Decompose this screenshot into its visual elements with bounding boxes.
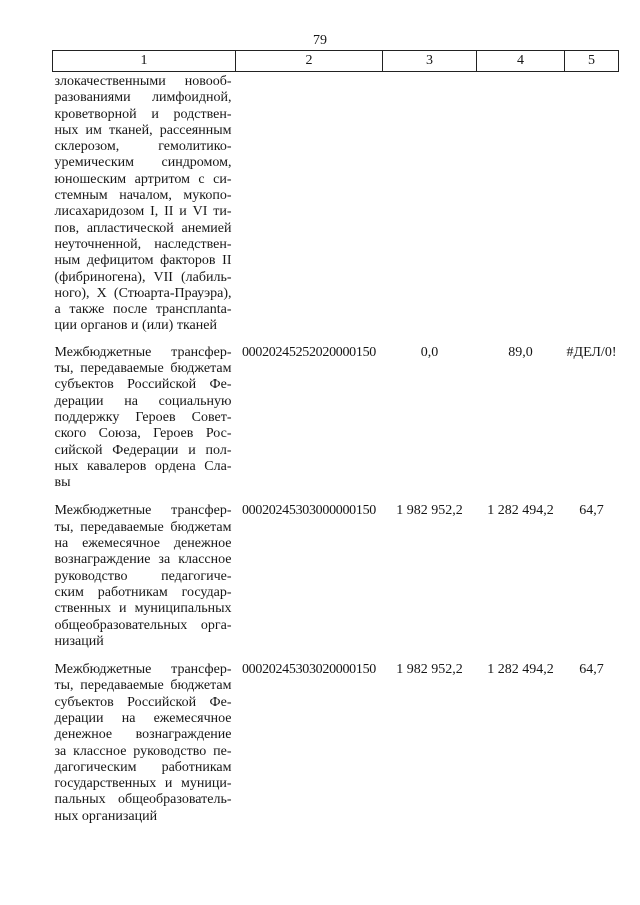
description-line: ного), X (Стюарта-Прауэра),: [54, 285, 232, 301]
description-line: неуточненной, наследствен-: [54, 236, 232, 252]
description-line: пальных общеобразователь-: [54, 792, 232, 808]
row-code: 00020245303000000150: [241, 503, 376, 519]
description-line: вы: [54, 475, 71, 491]
description-line: на ежемесячное денежное: [54, 536, 232, 552]
header-col-1: 1: [53, 51, 236, 72]
row-description: [53, 335, 236, 494]
row-col5-value: #ДЕЛ/0!: [566, 344, 617, 360]
description-line: лисахаридозом I, II и VI ти-: [54, 204, 232, 220]
table-header: [53, 51, 619, 72]
row-col4-value: [477, 72, 565, 335]
description-line: поддержку Героев Совет-: [54, 409, 232, 425]
description-line: уремическим синдромом,: [54, 155, 232, 171]
row-col4-value: 1 282 494,2: [487, 503, 554, 519]
description-line: ных организаций: [54, 808, 158, 824]
header-col-4: 4: [477, 51, 565, 72]
description-line: ты, передаваемые бюджетам: [54, 361, 232, 377]
description-line: пов, апластической анемией: [54, 220, 232, 236]
row-col5-value: [565, 72, 619, 335]
row-code: 00020245303020000150: [241, 662, 376, 678]
description-line: ственных и муниципальных: [54, 601, 232, 617]
row-col5-value: 64,7: [579, 503, 604, 519]
description-line: ского Союза, Героев Рос-: [54, 426, 232, 442]
description-line: руководство педагогиче-: [54, 568, 232, 584]
description-line: ским работникам государ-: [54, 584, 232, 600]
description-line: ных им тканей, рассеянным: [54, 122, 232, 138]
table-row: [53, 72, 619, 335]
description-line: дерации на ежемесячное: [54, 710, 232, 726]
description-line: низаций: [54, 633, 104, 649]
description-line: а также после трансплanta-: [54, 302, 232, 318]
row-col4-value: 1 282 494,2: [487, 662, 554, 678]
row-code: [236, 72, 383, 335]
table-body: [53, 72, 619, 828]
budget-table: [52, 50, 619, 827]
description-line: ты, передаваемые бюджетам: [54, 519, 232, 535]
description-line: Межбюджетные трансфер-: [54, 503, 232, 519]
page-number: 79: [313, 33, 327, 48]
description-line: субъектов Российской Фе-: [54, 694, 232, 710]
description-line: субъектов Российской Фе-: [54, 377, 232, 393]
table-row: [53, 493, 619, 652]
description-line: государственных и муници-: [54, 776, 232, 792]
description-line: Межбюджетные трансфер-: [54, 662, 232, 678]
row-col3-value: 1 982 952,2: [396, 503, 463, 519]
description-line: дагогическим работникам: [54, 759, 232, 775]
description-line: юношеским артритом с си-: [54, 171, 232, 187]
table-row: [53, 652, 619, 827]
description-line: дерации на социальную: [54, 393, 232, 409]
description-line: злокачественными новооб-: [54, 74, 232, 89]
header-col-3: 3: [383, 51, 477, 72]
description-line: склерозом, гемолитико-: [54, 139, 232, 155]
row-col3-value: [383, 72, 477, 335]
row-description: [53, 652, 236, 827]
header-row: [53, 51, 619, 72]
description-line: Межбюджетные трансфер-: [54, 344, 232, 360]
table-row: [53, 335, 619, 494]
description-line: сийской Федерации и пол-: [54, 442, 232, 458]
description-line: стемным началом, мукопо-: [54, 188, 232, 204]
row-code: 00020245252020000150: [241, 344, 376, 360]
header-col-2: 2: [236, 51, 383, 72]
header-col-5: 5: [565, 51, 619, 72]
description-line: кроветворной и родствен-: [54, 106, 232, 122]
row-col5-value: 64,7: [579, 662, 604, 678]
description-line: разованиями лимфоидной,: [54, 90, 232, 106]
description-line: ным дефицитом факторов II: [54, 253, 232, 269]
row-description: [53, 493, 236, 652]
description-line: ты, передаваемые бюджетам: [54, 678, 232, 694]
description-line: денежное вознаграждение: [54, 727, 232, 743]
description-line: вознаграждение за классное: [54, 552, 232, 568]
description-line: (фибриногена), VII (лабиль-: [54, 269, 232, 285]
description-line: общеобразовательных орга-: [54, 617, 232, 633]
row-col3-value: 0,0: [420, 344, 439, 360]
description-line: ции органов и (или) тканей: [54, 318, 217, 334]
row-description: [53, 72, 236, 335]
row-col3-value: 1 982 952,2: [396, 662, 463, 678]
description-line: за классное руководство пе-: [54, 743, 232, 759]
description-line: ных кавалеров ордена Сла-: [54, 458, 232, 474]
row-col4-value: 89,0: [508, 344, 533, 360]
